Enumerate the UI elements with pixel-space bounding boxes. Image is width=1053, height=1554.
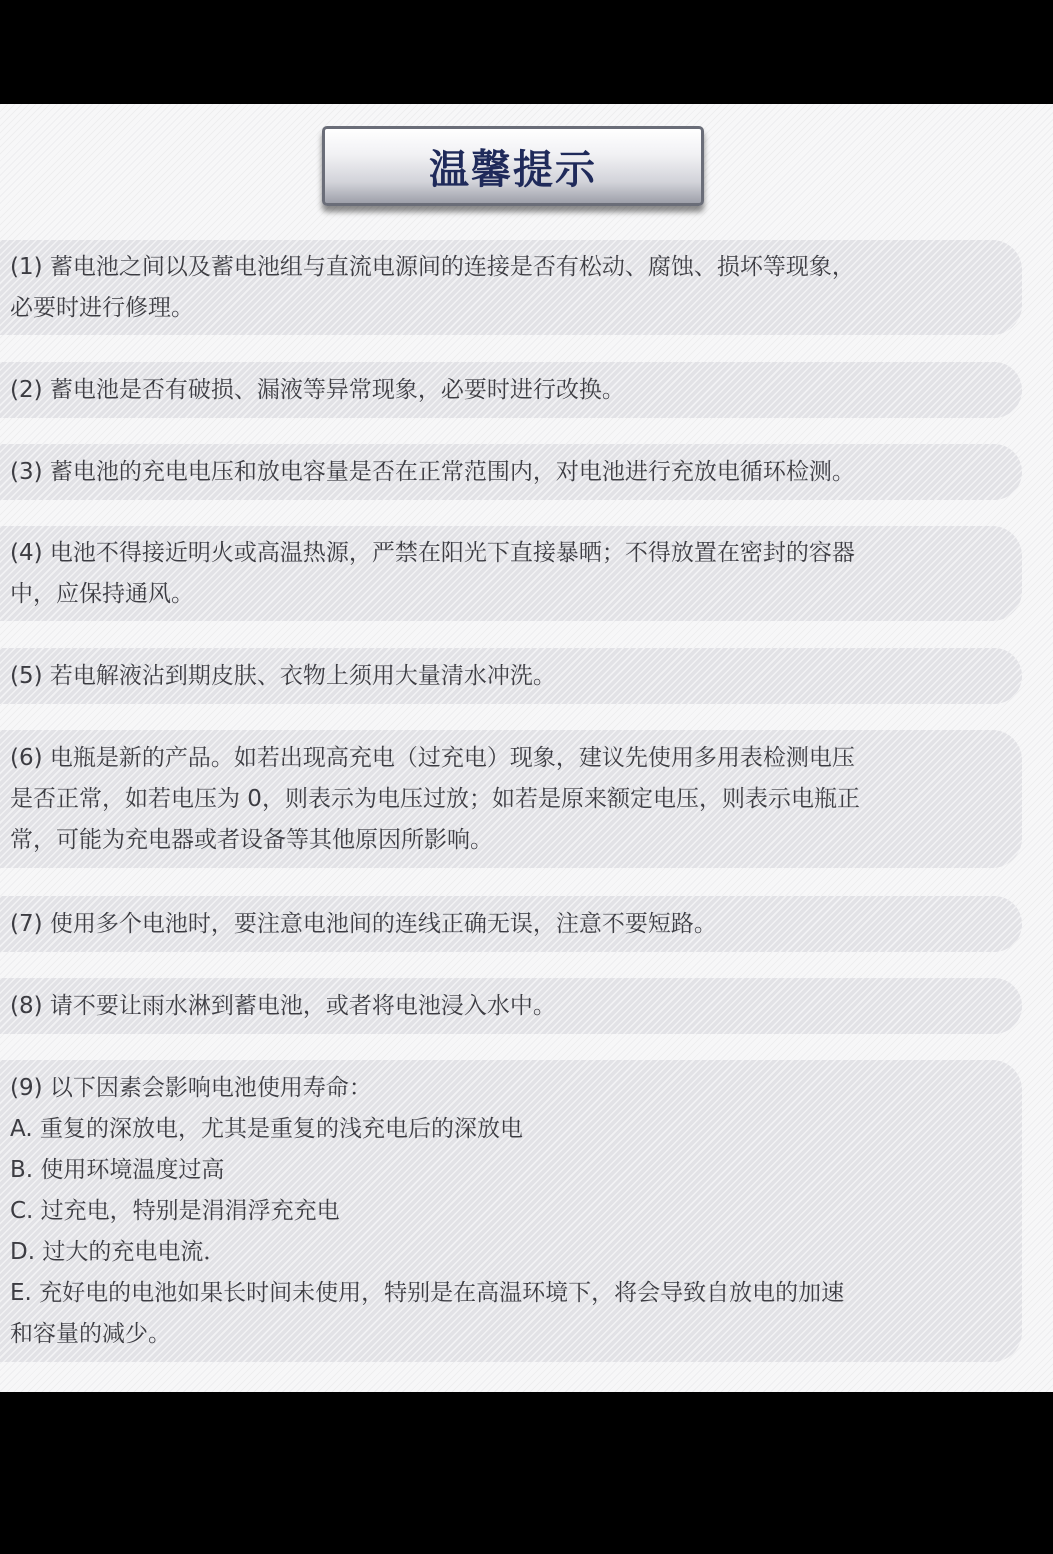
tip-line: 常，可能为充电器或者设备等其他原因所影响。	[10, 826, 493, 853]
tip-line: (4) 电池不得接近明火或高温热源，严禁在阳光下直接暴晒；不得放置在密封的容器	[10, 539, 855, 566]
tip-item	[0, 896, 1022, 952]
tip-line: 是否正常，如若电压为 0，则表示为电压过放；如若是原来额定电压，则表示电瓶正	[10, 785, 860, 812]
tip-item	[0, 240, 1022, 335]
tip-line: (7) 使用多个电池时，要注意电池间的连线正确无误，注意不要短路。	[10, 910, 717, 937]
tip-line: C. 过充电，特别是涓涓浮充充电	[10, 1197, 340, 1224]
tip-item	[0, 444, 1022, 500]
tip-line: (2) 蓄电池是否有破损、漏液等异常现象，必要时进行改换。	[10, 376, 625, 403]
tip-line: A. 重复的深放电，尤其是重复的浅充电后的深放电	[10, 1115, 523, 1142]
tip-item	[0, 648, 1022, 704]
page-title: 温馨提示	[429, 146, 597, 193]
tip-line: B. 使用环境温度过高	[10, 1156, 225, 1183]
tip-line: 中，应保持通风。	[10, 580, 194, 607]
tip-line: E. 充好电的电池如果长时间未使用，特别是在高温环境下，将会导致自放电的加速	[10, 1279, 845, 1306]
title-banner	[322, 126, 704, 206]
tip-item	[0, 362, 1022, 418]
tip-line: (8) 请不要让雨水淋到蓄电池，或者将电池浸入水中。	[10, 992, 556, 1019]
tip-line: 和容量的减少。	[10, 1320, 171, 1347]
tip-line: (6) 电瓶是新的产品。如若出现高充电（过充电）现象，建议先使用多用表检测电压	[10, 744, 855, 771]
tip-item	[0, 1060, 1022, 1362]
tip-item	[0, 730, 1022, 868]
tip-line: 必要时进行修理。	[10, 294, 194, 321]
tip-line: (1) 蓄电池之间以及蓄电池组与直流电源间的连接是否有松动、腐蚀、损坏等现象，	[10, 253, 855, 280]
tips-panel	[0, 104, 1053, 1392]
tip-line: D. 过大的充电电流．	[10, 1238, 227, 1265]
tip-line: (5) 若电解液沾到期皮肤、衣物上须用大量清水冲洗。	[10, 662, 556, 689]
tip-line: (3) 蓄电池的充电电压和放电容量是否在正常范围内，对电池进行充放电循环检测。	[10, 458, 855, 485]
tip-item	[0, 526, 1022, 621]
tip-item	[0, 978, 1022, 1034]
tip-line: (9) 以下因素会影响电池使用寿命：	[10, 1074, 372, 1101]
